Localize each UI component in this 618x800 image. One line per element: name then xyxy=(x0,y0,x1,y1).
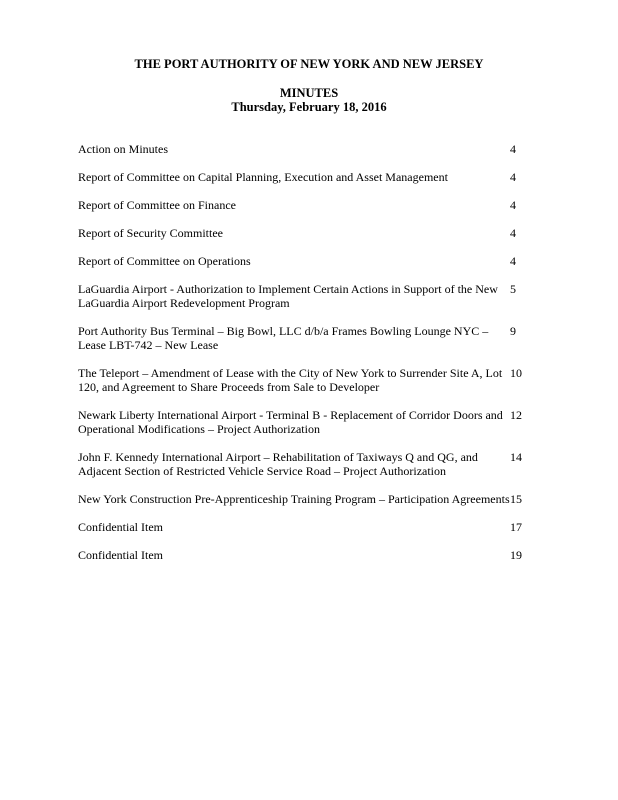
toc-item-operations xyxy=(78,254,538,268)
toc-item-capital-planning xyxy=(78,170,538,184)
organization-title: THE PORT AUTHORITY OF NEW YORK AND NEW JERSEY xyxy=(134,57,484,71)
toc-item-page: 19 xyxy=(510,548,522,562)
toc-item-confidential-2 xyxy=(78,548,538,562)
toc-item-label: Port Authority Bus Terminal – Big Bowl, LLC d/b/a Frames Bowling Lounge NYC – Lease LBT-742 – New Lease xyxy=(78,324,489,352)
toc-item-page: 5 xyxy=(510,282,516,296)
toc-item-label: Confidential Item xyxy=(78,520,163,534)
toc-item-page: 4 xyxy=(510,170,516,184)
toc-item-page: 4 xyxy=(510,226,516,240)
toc-item-page: 17 xyxy=(510,520,522,534)
document-title: MINUTES xyxy=(279,86,339,100)
table-of-contents xyxy=(78,142,538,576)
toc-item-page: 4 xyxy=(510,142,516,156)
toc-item-jfk-taxiways xyxy=(78,450,538,478)
toc-item-page: 15 xyxy=(510,492,522,506)
toc-item-page: 10 xyxy=(510,366,522,380)
toc-item-newark-terminal-b xyxy=(78,408,538,436)
toc-item-label: Confidential Item xyxy=(78,548,163,562)
toc-item-action-on-minutes xyxy=(78,142,538,156)
toc-item-label: John F. Kennedy International Airport – Rehabilitation of Taxiways Q and QG, and Adjacent Section of Restricted Vehicle Service Road – Project Authorization xyxy=(78,450,478,478)
toc-item-label: Report of Committee on Finance xyxy=(78,198,236,212)
toc-item-laguardia xyxy=(78,282,538,310)
toc-item-label: Newark Liberty International Airport - Terminal B - Replacement of Corridor Doors and Operational Modifications – Project Authorization xyxy=(78,408,503,436)
toc-item-finance xyxy=(78,198,538,212)
toc-item-pre-apprenticeship xyxy=(78,492,538,506)
meeting-date: Thursday, February 18, 2016 xyxy=(231,100,387,114)
toc-item-page: 4 xyxy=(510,254,516,268)
toc-item-label: The Teleport – Amendment of Lease with the City of New York to Surrender Site A, Lot 120, and Agreement to Share Proceeds from Sale to Developer xyxy=(78,366,503,394)
toc-item-label: Report of Committee on Capital Planning, Execution and Asset Management xyxy=(78,170,448,184)
toc-item-label: New York Construction Pre-Apprenticeship Training Program – Participation Agreements xyxy=(78,492,510,506)
toc-item-page: 4 xyxy=(510,198,516,212)
toc-item-label: Action on Minutes xyxy=(78,142,168,156)
toc-item-page: 14 xyxy=(510,450,522,464)
toc-item-label: LaGuardia Airport - Authorization to Implement Certain Actions in Support of the New LaGuardia Airport Redevelopment Program xyxy=(78,282,498,310)
toc-item-label: Report of Committee on Operations xyxy=(78,254,251,268)
toc-item-security xyxy=(78,226,538,240)
toc-item-page: 9 xyxy=(510,324,516,338)
toc-item-label: Report of Security Committee xyxy=(78,226,223,240)
toc-item-bus-terminal xyxy=(78,324,538,352)
toc-item-confidential-1 xyxy=(78,520,538,534)
toc-item-teleport xyxy=(78,366,538,394)
toc-item-page: 12 xyxy=(510,408,522,422)
